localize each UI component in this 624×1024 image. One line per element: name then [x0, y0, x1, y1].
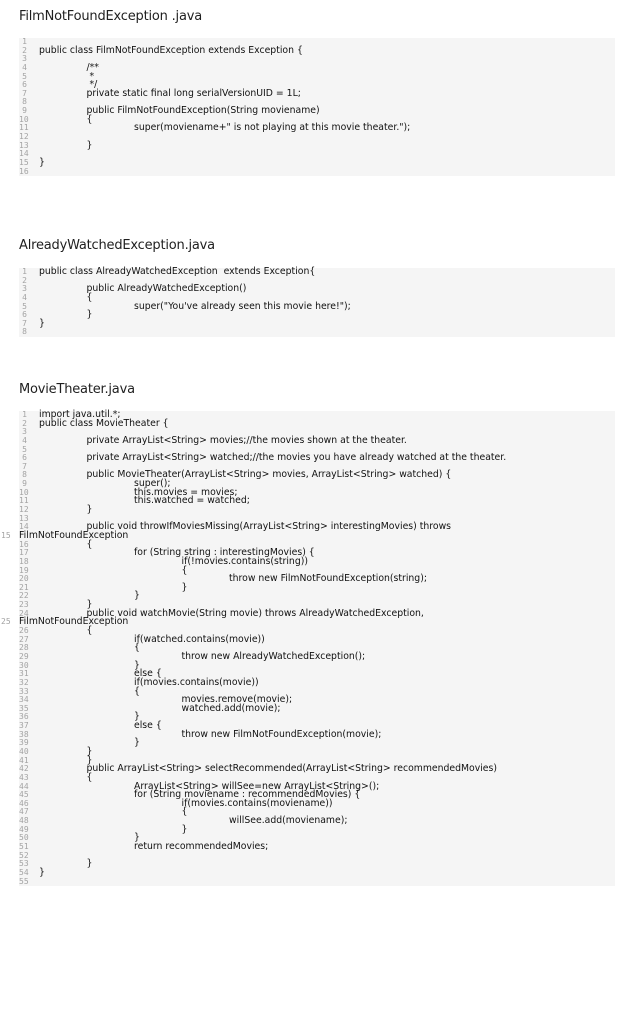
code-block-movietheater — [1, 409, 615, 886]
line-number: 45 — [19, 790, 29, 800]
code-text: private ArrayList<String> movies;//the movies shown at the theater. — [86, 434, 407, 446]
line-number: 34 — [19, 695, 29, 705]
line-number: 12 — [19, 505, 29, 515]
code-text: } — [86, 745, 93, 757]
line-number: 44 — [19, 781, 29, 791]
line-number: 7 — [22, 461, 27, 471]
line-number: 6 — [22, 80, 27, 90]
line-number: 17 — [19, 548, 29, 558]
code-line — [19, 44, 615, 56]
code-text: FilmNotFoundException — [19, 616, 129, 628]
line-number: 10 — [19, 114, 29, 124]
file-title-movietheater: MovieTheater.java — [19, 382, 135, 397]
line-number: 40 — [19, 746, 29, 756]
code-line — [19, 555, 615, 567]
code-line — [19, 659, 615, 671]
line-number: 2 — [22, 418, 27, 428]
code-text: } — [181, 823, 188, 835]
code-text: { — [134, 685, 140, 697]
code-text: { — [86, 291, 93, 303]
code-line — [19, 670, 615, 679]
code-line — [19, 150, 615, 159]
code-text: if(movies.contains(movie)) — [134, 676, 259, 688]
code-line — [19, 739, 615, 748]
line-number: 10 — [19, 487, 29, 497]
line-number: 42 — [19, 764, 29, 774]
line-number: 27 — [19, 634, 29, 644]
code-text: public void throwIfMoviesMissing(ArrayList<String> interestingMovies) throws — [86, 521, 452, 533]
line-number: 9 — [22, 479, 27, 489]
line-number: 1 — [22, 410, 27, 419]
code-line — [19, 538, 615, 550]
line-number: 31 — [19, 669, 29, 679]
line-number: 3 — [22, 54, 27, 64]
line-number: 2 — [22, 45, 27, 55]
code-text: { — [86, 113, 93, 125]
code-text: watched.add(movie); — [181, 702, 281, 714]
code-text: this.watched = watched; — [134, 495, 250, 507]
line-number: 49 — [19, 824, 29, 834]
code-line — [19, 486, 615, 498]
line-number: 13 — [19, 140, 29, 150]
code-text: throw new FilmNotFoundException(string); — [229, 573, 427, 585]
code-line — [19, 480, 615, 489]
code-text: public MovieTheater(ArrayList<String> movies, ArrayList<String> watched) { — [86, 469, 452, 481]
file-title-alreadywatchedexception: AlreadyWatchedException.java — [19, 238, 215, 253]
code-text: throw new FilmNotFoundException(movie); — [181, 728, 382, 740]
code-text: { — [181, 564, 188, 576]
code-text: private static final long serialVersionUID = 1L; — [86, 87, 301, 99]
code-line — [19, 878, 615, 887]
line-number: 8 — [22, 97, 27, 107]
code-line — [19, 268, 615, 277]
line-number: 25 — [1, 617, 11, 627]
code-line — [19, 745, 615, 757]
code-text: if(!movies.contains(string)) — [181, 555, 308, 567]
line-number: 20 — [19, 574, 29, 584]
line-number: 53 — [19, 859, 29, 869]
code-line — [19, 765, 615, 774]
line-number: 6 — [22, 310, 27, 320]
code-text: } — [86, 139, 93, 151]
line-number: 55 — [19, 876, 29, 886]
line-number: 3 — [22, 427, 27, 437]
code-line — [19, 55, 615, 64]
line-number: 19 — [19, 565, 29, 575]
code-text: * — [86, 70, 95, 82]
code-text: } — [181, 581, 188, 593]
code-text: this.movies = movies; — [134, 486, 238, 498]
line-number: 5 — [22, 444, 27, 454]
line-number: 52 — [19, 850, 29, 860]
code-line — [19, 471, 615, 480]
line-number: 37 — [19, 721, 29, 731]
line-number: 54 — [19, 867, 29, 877]
code-text: FilmNotFoundException — [19, 529, 129, 541]
line-number: 14 — [19, 149, 29, 159]
code-line — [19, 852, 615, 861]
code-line — [19, 139, 615, 151]
code-line — [19, 156, 615, 168]
line-number: 11 — [19, 123, 29, 133]
code-line — [19, 87, 615, 99]
line-number: 8 — [22, 470, 27, 480]
line-number: 16 — [19, 539, 29, 549]
line-number: 46 — [19, 798, 29, 808]
code-line — [19, 434, 615, 446]
code-text: { — [86, 538, 93, 550]
code-text: return recommendedMovies; — [134, 841, 269, 853]
line-number: 51 — [19, 842, 29, 852]
code-text: } — [134, 711, 140, 723]
code-line — [19, 834, 615, 843]
line-number: 24 — [19, 608, 29, 618]
code-text: /** — [86, 61, 99, 73]
line-number: 22 — [19, 591, 29, 601]
code-line — [19, 133, 615, 142]
code-text: public class MovieTheater { — [39, 417, 169, 429]
code-line — [19, 817, 615, 826]
code-line — [19, 311, 615, 320]
code-line — [19, 860, 615, 869]
code-text: else { — [134, 720, 162, 732]
line-number: 1 — [22, 267, 27, 276]
code-line — [19, 417, 615, 429]
code-text: throw new AlreadyWatchedException(); — [181, 650, 366, 662]
line-number: 43 — [19, 772, 29, 782]
code-line — [19, 454, 615, 463]
line-number: 5 — [22, 71, 27, 81]
code-line — [19, 285, 615, 294]
code-line — [19, 627, 615, 636]
line-number: 30 — [19, 660, 29, 670]
code-line — [19, 575, 615, 584]
code-line — [19, 866, 615, 878]
code-line — [19, 592, 615, 601]
line-number: 2 — [22, 275, 27, 285]
line-number: 4 — [22, 292, 27, 302]
line-number: 9 — [22, 106, 27, 116]
code-text: } — [134, 737, 140, 749]
code-text: } — [134, 832, 140, 844]
code-text: ArrayList<String> willSee=new ArrayList<String>(); — [134, 780, 380, 792]
line-number: 15 — [1, 530, 11, 540]
code-line — [19, 728, 615, 740]
code-text: } — [39, 156, 45, 168]
line-number: 33 — [19, 686, 29, 696]
code-text: if(watched.contains(movie)) — [134, 633, 265, 645]
code-line — [19, 633, 615, 645]
line-number: 8 — [22, 327, 27, 337]
code-line — [19, 168, 615, 177]
code-line — [19, 685, 615, 697]
line-number: 23 — [19, 600, 29, 610]
code-text: { — [134, 642, 140, 654]
code-line — [19, 61, 615, 73]
code-text: public class AlreadyWatchedException extends Exception{ — [39, 266, 316, 277]
code-text: } — [86, 504, 93, 516]
code-text: willSee.add(moviename); — [229, 815, 348, 827]
line-number: 48 — [19, 816, 29, 826]
line-number: 29 — [19, 651, 29, 661]
code-block-alreadywatchedexception — [19, 268, 615, 337]
line-number: 4 — [22, 62, 27, 72]
line-number: 35 — [19, 703, 29, 713]
line-number: 18 — [19, 556, 29, 566]
code-line — [19, 702, 615, 714]
code-line — [19, 506, 615, 515]
line-number: 14 — [19, 522, 29, 532]
code-text: import java.util.*; — [39, 409, 121, 420]
code-text: public void watchMovie(String movie) throws AlreadyWatchedException, — [86, 607, 424, 619]
code-line — [19, 124, 615, 133]
code-text: } — [86, 599, 93, 611]
file-title-filmnotfoundexception: FilmNotFoundException .java — [19, 9, 202, 24]
line-number: 26 — [19, 626, 29, 636]
code-text: public FilmNotFoundException(String moviename) — [86, 105, 320, 117]
code-line — [19, 549, 615, 558]
code-text: else { — [134, 668, 162, 680]
line-number: 39 — [19, 738, 29, 748]
code-text: */ — [86, 79, 98, 91]
code-text: public class FilmNotFoundException extends Exception { — [39, 44, 303, 56]
line-number: 28 — [19, 643, 29, 653]
code-text: public AlreadyWatchedException() — [86, 283, 247, 295]
code-text: } — [86, 309, 93, 321]
code-text: { — [86, 625, 93, 637]
code-text: } — [39, 317, 45, 329]
code-text: public ArrayList<String> selectRecommended(ArrayList<String> recommendedMovies) — [86, 763, 497, 775]
line-number: 32 — [19, 677, 29, 687]
code-text: private ArrayList<String> watched;//the movies you have already watched at the theater. — [86, 452, 507, 464]
code-text: { — [86, 771, 93, 783]
line-number: 4 — [22, 435, 27, 445]
code-text: for (String moviename : recommendedMovies) { — [134, 789, 361, 801]
line-number: 38 — [19, 729, 29, 739]
code-line — [1, 616, 615, 628]
line-number: 21 — [19, 582, 29, 592]
code-line — [19, 497, 615, 506]
code-text: } — [134, 659, 140, 671]
line-number: 47 — [19, 807, 29, 817]
code-text: } — [134, 590, 140, 602]
code-line — [19, 107, 615, 116]
line-number: 16 — [19, 166, 29, 176]
line-number: 1 — [22, 37, 27, 46]
line-number: 7 — [22, 88, 27, 98]
line-number: 50 — [19, 833, 29, 843]
line-number: 7 — [22, 318, 27, 328]
code-line — [19, 713, 615, 722]
line-number: 3 — [22, 284, 27, 294]
code-text: super(moviename+" is not playing at this movie theater."); — [134, 122, 411, 134]
code-line — [19, 676, 615, 688]
code-text: } — [39, 866, 45, 878]
code-line — [19, 823, 615, 835]
line-number: 11 — [19, 496, 29, 506]
line-number: 36 — [19, 712, 29, 722]
code-line — [19, 843, 615, 852]
line-number: 5 — [22, 301, 27, 311]
line-number: 15 — [19, 157, 29, 167]
code-line — [19, 581, 615, 593]
code-text: movies.remove(movie); — [181, 694, 293, 706]
code-line — [1, 529, 615, 541]
line-number: 13 — [19, 513, 29, 523]
line-number: 12 — [19, 132, 29, 142]
code-block-filmnotfoundexception — [19, 38, 615, 176]
code-line — [19, 300, 615, 312]
code-text: super("You've already seen this movie here!"); — [134, 300, 351, 312]
code-text: } — [86, 754, 93, 766]
code-line — [19, 696, 615, 705]
code-line — [19, 328, 615, 337]
code-line — [19, 650, 615, 662]
code-text: super(); — [134, 478, 171, 490]
code-line — [19, 797, 615, 809]
code-text: if(movies.contains(moviename)) — [181, 797, 333, 809]
line-number: 6 — [22, 453, 27, 463]
code-text: for (String string : interestingMovies) { — [134, 547, 315, 559]
code-line — [19, 317, 615, 329]
code-line — [19, 70, 615, 82]
code-text: { — [181, 806, 188, 818]
code-text: } — [86, 858, 93, 870]
line-number: 41 — [19, 755, 29, 765]
